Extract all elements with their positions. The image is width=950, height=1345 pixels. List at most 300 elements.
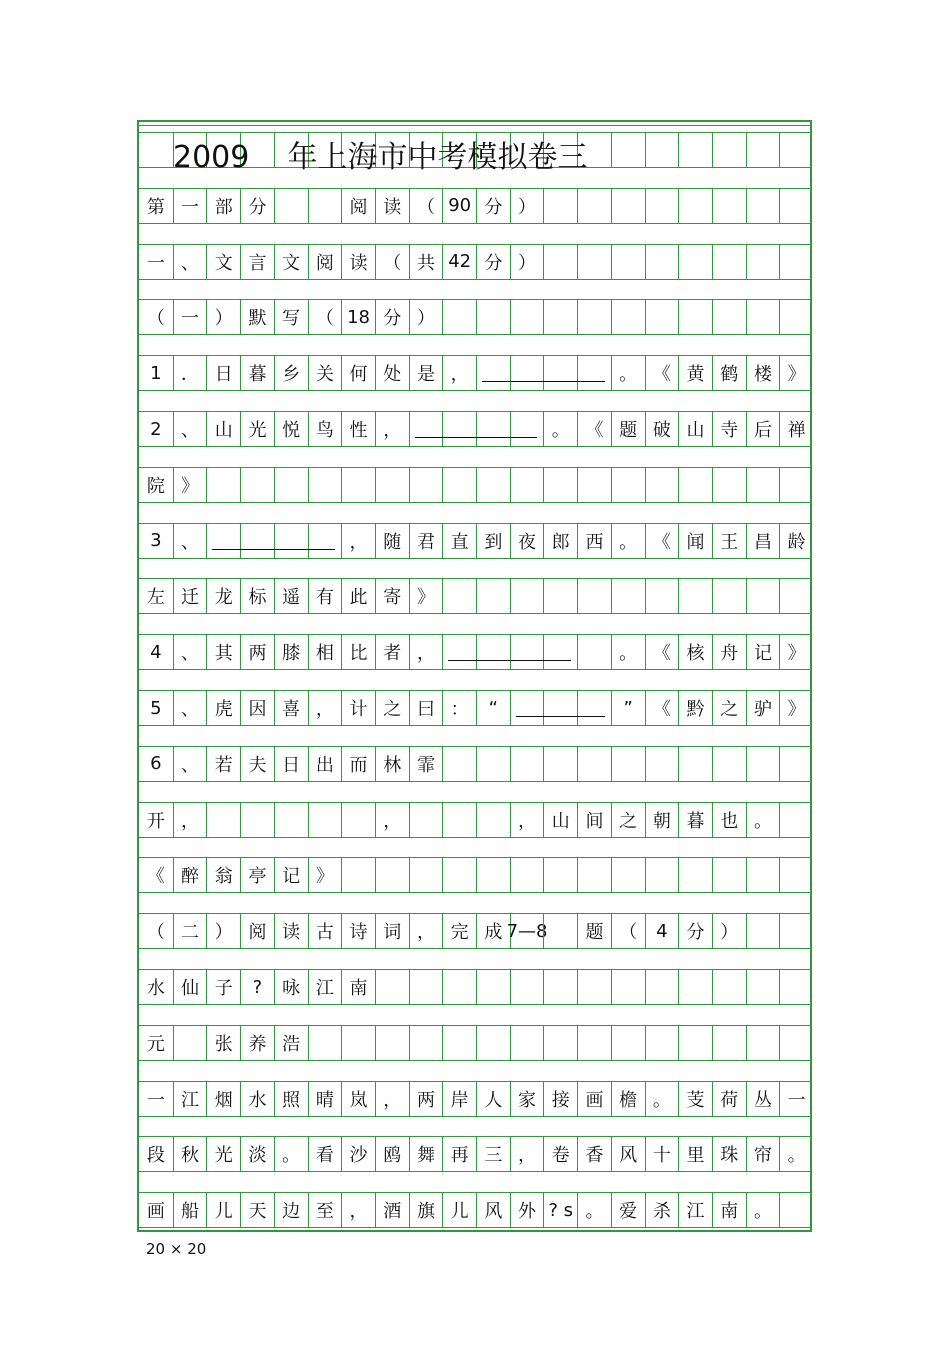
grid-cell: 《 [146,866,165,888]
grid-cell: 照 [274,1082,308,1116]
grid-cell [510,970,544,1004]
grid-cell [712,245,746,279]
grid-cell [779,1193,813,1227]
grid-cell [409,468,443,502]
answer-blank-line[interactable] [482,381,605,382]
grid-cell: 画 [577,1082,611,1116]
grid-cell: （ [308,300,342,334]
grid-cell [543,189,577,223]
grid-cell: 处 [375,356,409,390]
grid-cell: 左 [146,587,165,609]
grid-cell [442,970,476,1004]
grid-cell: 日 [206,356,240,390]
grid-cell: ， [375,1082,409,1116]
grid-cell: ） [409,300,443,334]
grid-cell [510,635,544,669]
grid-row [139,1081,810,1117]
grid-cell [746,300,780,334]
grid-cell [543,635,577,669]
grid-cell: 文 [274,245,308,279]
grid-cell [678,1026,712,1060]
grid-row [139,1025,810,1061]
answer-blank-line[interactable] [516,716,605,717]
grid-cell [375,970,409,1004]
grid-cell: 4 [645,914,679,948]
grid-cell [543,914,577,948]
grid-cell: （ [409,189,443,223]
grid-cell [442,1026,476,1060]
grid-cell [779,1026,813,1060]
grid-cell: 随 [375,524,409,558]
grid-cell: 写 [274,300,308,334]
grid-cell: 此 [341,579,375,613]
grid-cell: 人 [476,1082,510,1116]
grid-cell: 画 [146,1201,165,1223]
grid-cell: 》 [409,579,443,613]
grid-cell [645,970,679,1004]
grid-cell [341,1026,375,1060]
grid-cell [510,691,544,725]
grid-cell [543,970,577,1004]
grid-cell: 天 [240,1193,274,1227]
grid-cell [577,747,611,781]
grid-cell [678,970,712,1004]
grid-cell: 间 [577,803,611,837]
grid-cell: 分 [476,245,510,279]
grid-cell [779,579,813,613]
grid-cell [308,468,342,502]
grid-cell: 霏 [409,747,443,781]
grid-cell: 。 [577,1193,611,1227]
grid-cell [173,1026,207,1060]
grid-cell: （ [146,308,165,330]
grid-cell [577,579,611,613]
grid-cell: 张 [206,1026,240,1060]
grid-cell: 文 [206,245,240,279]
grid-cell: 虎 [206,691,240,725]
grid-cell: 香 [577,1137,611,1171]
grid-cell: 卷 [543,1137,577,1171]
grid-cell: 、 [173,524,207,558]
grid-cell [577,858,611,892]
grid-cell: “ [476,691,510,725]
grid-row [139,802,810,838]
grid-cell: 。 [746,1193,780,1227]
grid-cell [442,412,476,446]
grid-cell: 养 [240,1026,274,1060]
grid-cell: 日 [274,747,308,781]
grid-cell [308,524,342,558]
grid-cell [746,133,780,167]
grid-cell: 一 [173,189,207,223]
grid-cell: 2 [150,418,162,440]
answer-blank-line[interactable] [415,437,538,438]
grid-cell [611,245,645,279]
grid-cell: 里 [678,1137,712,1171]
grid-cell: ， [341,1193,375,1227]
grid-cell [746,468,780,502]
grid-cell [577,1026,611,1060]
grid-cell: 》 [173,468,207,502]
grid-cell [543,579,577,613]
grid-cell [308,189,342,223]
grid-cell [645,300,679,334]
grid-cell: 分 [240,189,274,223]
grid-cell [543,858,577,892]
grid-cell: 风 [611,1137,645,1171]
grid-row [139,1136,810,1172]
grid-cell: 江 [678,1193,712,1227]
grid-cell [779,189,813,223]
grid-cell: 关 [308,356,342,390]
grid-cell: 黔 [678,691,712,725]
grid-cell [240,524,274,558]
grid-cell: 读 [375,189,409,223]
grid-cell: 船 [173,1193,207,1227]
grid-cell [510,356,544,390]
grid-cell: 分 [476,189,510,223]
grid-cell: 浩 [274,1026,308,1060]
grid-cell: 阅 [308,245,342,279]
grid-cell: ． [173,356,207,390]
grid-cell [779,133,813,167]
grid-cell [543,245,577,279]
grid-row [139,299,810,335]
grid-cell [746,189,780,223]
grid-cell [341,468,375,502]
grid-cell [543,468,577,502]
grid-cell: 》 [779,635,813,669]
grid-cell [577,300,611,334]
grid-cell: 鹤 [712,356,746,390]
grid-cell: 闻 [678,524,712,558]
grid-cell: 西 [577,524,611,558]
grid-cell [510,579,544,613]
grid-cell: 爱 [611,1193,645,1227]
grid-cell [577,468,611,502]
grid-cell: 阅 [341,189,375,223]
page-title: 2009 年上海市中考模拟卷三 [173,140,588,175]
grid-cell: 分 [678,914,712,948]
grid-cell [678,245,712,279]
grid-cell: 》 [308,858,342,892]
grid-cell: 《 [645,691,679,725]
grid-cell [510,1026,544,1060]
grid-cell: 悦 [274,412,308,446]
grid-cell: 相 [308,635,342,669]
grid-cell [476,300,510,334]
grid-cell: 1 [150,362,162,384]
grid-cell: 曰 [409,691,443,725]
grid-cell: 至 [308,1193,342,1227]
grid-cell: 破 [645,412,679,446]
grid-cell: 》 [779,356,813,390]
grid-cell [409,858,443,892]
grid-cell: 18 [341,300,375,334]
grid-cell: 膝 [274,635,308,669]
grid-cell [779,747,813,781]
grid-cell [779,803,813,837]
grid-cell: 岸 [442,1082,476,1116]
grid-cell: 《 [645,524,679,558]
grid-row [139,355,810,391]
grid-cell: 计 [341,691,375,725]
grid-cell [510,858,544,892]
grid-cell [274,189,308,223]
grid-cell: 。 [543,412,577,446]
grid-cell: 荷 [712,1082,746,1116]
grid-cell: 直 [442,524,476,558]
grid-cell: 因 [240,691,274,725]
grid-row [139,969,810,1005]
grid-row [139,411,810,447]
grid-cell: ， [375,412,409,446]
grid-cell [577,691,611,725]
grid-cell [543,300,577,334]
grid-cell: 开 [146,810,165,832]
grid-cell: ， [510,1137,544,1171]
grid-cell: 。 [611,524,645,558]
grid-cell: 两 [240,635,274,669]
grid-cell: ， [173,803,207,837]
grid-cell: ， [341,524,375,558]
grid-cell [476,468,510,502]
title-row [139,132,810,175]
grid-cell: 比 [341,635,375,669]
grid-cell: 山 [206,412,240,446]
grid-cell: （ [611,914,645,948]
grid-cell [274,803,308,837]
grid-cell: 后 [746,412,780,446]
grid-cell: 90 [442,189,476,223]
grid-row [139,1192,810,1228]
grid-cell: ， [510,803,544,837]
grid-cell [476,1026,510,1060]
grid-cell: 题 [611,412,645,446]
answer-blank-line[interactable] [212,549,335,550]
grid-cell: 阅 [240,914,274,948]
grid-cell: ） [206,300,240,334]
grid-cell: 儿 [442,1193,476,1227]
grid-cell: 酒 [375,1193,409,1227]
grid-cell: 家 [510,1082,544,1116]
grid-cell: 遥 [274,579,308,613]
grid-cell: 而 [341,747,375,781]
grid-cell [779,970,813,1004]
grid-cell [577,635,611,669]
grid-cell: 光 [206,1137,240,1171]
grid-cell [274,524,308,558]
grid-cell [409,803,443,837]
grid-cell: 朝 [645,803,679,837]
grid-cell: 驴 [746,691,780,725]
grid-cell [712,579,746,613]
grid-cell [645,468,679,502]
grid-cell: ） [510,189,544,223]
grid-cell [442,635,476,669]
grid-cell: 翁 [206,858,240,892]
grid-cell [510,747,544,781]
grid-cell: 秋 [173,1137,207,1171]
grid-cell: 岚 [341,1082,375,1116]
grid-cell [645,858,679,892]
grid-cell: 杀 [645,1193,679,1227]
grid-cell: 再 [442,1137,476,1171]
grid-cell [240,468,274,502]
grid-cell: 暮 [240,356,274,390]
grid-cell [712,1026,746,1060]
grid-cell: 郎 [543,524,577,558]
grid-cell: 鸥 [375,1137,409,1171]
grid-cell: 十 [645,1137,679,1171]
grid-cell [611,970,645,1004]
grid-cell [577,970,611,1004]
grid-cell [611,747,645,781]
grid-cell: 读 [274,914,308,948]
grid-cell [678,133,712,167]
grid-cell: ? s [543,1193,577,1227]
grid-cell: 林 [375,747,409,781]
grid-cell: 之 [611,803,645,837]
grid-cell: （ [375,245,409,279]
grid-cell [746,579,780,613]
grid-cell: 其 [206,635,240,669]
grid-cell: 第 [146,196,165,218]
grid-cell [442,747,476,781]
grid-cell: ） [206,914,240,948]
grid-cell [645,133,679,167]
grid-cell: 醉 [173,858,207,892]
grid-cell [543,747,577,781]
grid-cell: 君 [409,524,443,558]
grid-cell [678,579,712,613]
grid-row [139,690,810,726]
grid-cell [746,747,780,781]
grid-cell [611,1026,645,1060]
grid-cell: 若 [206,747,240,781]
grid-cell: 楼 [746,356,780,390]
grid-cell [678,300,712,334]
grid-cell: 山 [678,412,712,446]
grid-cell: 段 [146,1145,165,1167]
grid-cell: 。 [746,803,780,837]
grid-cell: 一 [173,300,207,334]
grid-cell [611,189,645,223]
answer-blank-line[interactable] [448,660,571,661]
grid-cell: 晴 [308,1082,342,1116]
grid-cell: 标 [240,579,274,613]
grid-cell [409,412,443,446]
grid-cell: 二 [173,914,207,948]
grid-cell: 性 [341,412,375,446]
grid-cell [746,914,780,948]
grid-cell: 是 [409,356,443,390]
grid-cell: ， [409,635,443,669]
manuscript-grid [137,120,812,1232]
grid-cell: 咏 [274,970,308,1004]
grid-cell [746,858,780,892]
grid-cell: 乡 [274,356,308,390]
grid-cell [240,803,274,837]
grid-cell: 边 [274,1193,308,1227]
grid-cell: 之 [712,691,746,725]
grid-cell: 《 [645,356,679,390]
grid-cell [779,858,813,892]
grid-cell: 接 [543,1082,577,1116]
grid-cell [779,468,813,502]
grid-cell: 者 [375,635,409,669]
grid-cell: 三 [476,1137,510,1171]
grid-cell: 夜 [510,524,544,558]
grid-cell: 风 [476,1193,510,1227]
grid-cell: 喜 [274,691,308,725]
grid-cell: 江 [308,970,342,1004]
grid-cell [476,635,510,669]
grid-cell: 王 [712,524,746,558]
grid-cell: 分 [375,300,409,334]
grid-cell: 南 [341,970,375,1004]
grid-cell: 舞 [409,1137,443,1171]
grid-cell: 部 [206,189,240,223]
grid-cell: 鸟 [308,412,342,446]
grid-cell [611,133,645,167]
grid-cell [510,300,544,334]
grid-cell [409,1026,443,1060]
grid-cell [375,858,409,892]
grid-cell [645,1026,679,1060]
grid-cell [611,468,645,502]
grid-cell [510,468,544,502]
grid-cell [645,189,679,223]
grid-cell: 言 [240,245,274,279]
grid-cell [746,1026,780,1060]
grid-row [139,857,810,893]
grid-cell: 到 [476,524,510,558]
grid-cell: 丛 [746,1082,780,1116]
grid-cell [712,970,746,1004]
grid-cell: 暮 [678,803,712,837]
grid-row [139,523,810,559]
grid-cell [712,747,746,781]
grid-cell: 光 [240,412,274,446]
grid-cell: 帘 [746,1137,780,1171]
grid-cell: 珠 [712,1137,746,1171]
grid-cell [543,1026,577,1060]
grid-cell [779,914,813,948]
grid-cell [543,356,577,390]
grid-cell [779,300,813,334]
grid-cell: 出 [308,747,342,781]
grid-cell: 檐 [611,1082,645,1116]
grid-cell: 看 [308,1137,342,1171]
grid-cell: 元 [146,1033,165,1055]
grid-cell [645,747,679,781]
grid-cell [476,747,510,781]
grid-row [139,244,810,280]
grid-cell: 夫 [240,747,274,781]
grid-cell: 。 [274,1137,308,1171]
grid-cell: （ [146,922,165,944]
grid-cell [746,245,780,279]
grid-cell: 记 [274,858,308,892]
grid-cell: 《 [645,635,679,669]
grid-cell: 默 [240,300,274,334]
grid-cell: 黄 [678,356,712,390]
grid-cell [308,803,342,837]
grid-cell: 5 [150,697,162,719]
grid-cell: 4 [150,641,162,663]
grid-cell [476,803,510,837]
